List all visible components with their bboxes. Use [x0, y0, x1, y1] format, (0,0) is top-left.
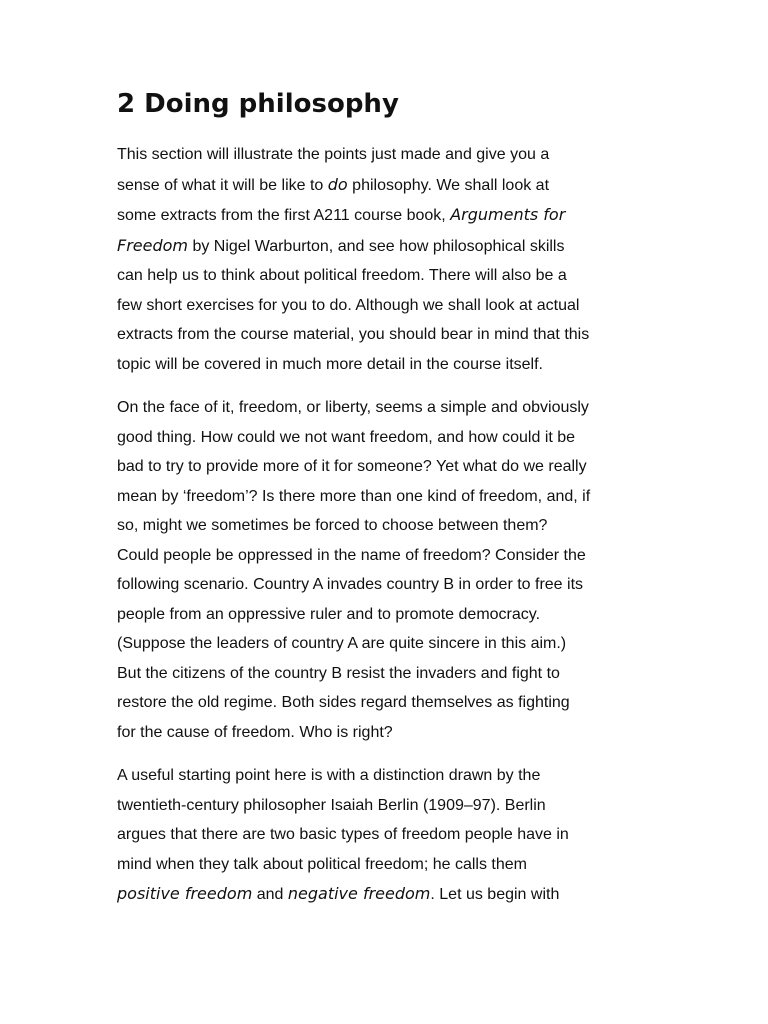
paragraph: [117, 140, 657, 379]
text-segment: (Suppose the leaders of country A are quite sincere in this aim.): [117, 635, 567, 652]
text-segment: A useful starting point here is with a distinction drawn by the: [117, 767, 541, 784]
paragraph: [117, 761, 657, 910]
text-segment: mean by ‘freedom’? Is there more than one kind of freedom, and, if: [117, 487, 591, 505]
text-line: [117, 570, 657, 600]
text-line: [117, 291, 657, 321]
text-line: [117, 541, 657, 571]
text-line: [117, 600, 657, 630]
document-page: [117, 84, 657, 924]
text-line: [117, 688, 657, 718]
text-line: [117, 350, 657, 380]
text-line: [117, 452, 657, 482]
text-segment: few short exercises for you to do. Although we shall look at actual: [117, 296, 580, 314]
text-segment: twentieth-century philosopher Isaiah Berlin (1909–97). Berlin: [117, 796, 546, 814]
text-line: [117, 200, 657, 231]
emphasized-text: do: [327, 174, 348, 194]
text-segment: for the cause of freedom. Who is right?: [117, 723, 393, 741]
text-line: [117, 170, 657, 201]
text-segment: so, might we sometimes be forced to choose between them?: [117, 517, 548, 534]
paragraph: [117, 393, 657, 747]
text-segment: people from an oppressive ruler and to promote democracy.: [117, 605, 541, 623]
text-segment: following scenario. Country A invades country B in order to free its: [117, 576, 584, 593]
text-line: [117, 820, 657, 850]
text-line: [117, 791, 657, 821]
text-segment: restore the old regime. Both sides regard themselves as fighting: [117, 694, 570, 711]
body-text: [117, 140, 657, 910]
emphasized-text: Arguments for: [450, 205, 566, 224]
text-line: [117, 140, 657, 170]
text-segment: But the citizens of the country B resist the invaders and fight to: [117, 664, 560, 682]
text-segment: mind when they talk about political freedom; he calls them: [117, 855, 527, 873]
text-line: [117, 659, 657, 689]
text-line: [117, 850, 657, 880]
text-segment: This section will illustrate the points just made and give you a: [117, 146, 550, 163]
text-segment: by Nigel Warburton, and see how philosophical skills: [188, 237, 565, 255]
text-line: [117, 320, 657, 350]
emphasized-text: Freedom: [117, 235, 188, 255]
text-segment: argues that there are two basic types of freedom people have in: [117, 826, 569, 843]
text-line: [117, 511, 657, 541]
text-line: [117, 261, 657, 291]
text-line: [117, 761, 657, 791]
text-line: [117, 423, 657, 453]
text-segment: Could people be oppressed in the name of freedom? Consider the: [117, 546, 586, 564]
text-segment: On the face of it, freedom, or liberty, seems a simple and obviously: [117, 399, 589, 416]
text-segment: sense of what it will be like to: [117, 176, 328, 194]
text-segment: extracts from the course material, you should bear in mind that this: [117, 326, 590, 343]
text-line: [117, 231, 657, 262]
emphasized-text: negative freedom: [287, 884, 431, 903]
section-title: 2 Doing philosophy: [117, 89, 399, 119]
text-line: [117, 879, 657, 910]
text-line: [117, 718, 657, 748]
text-segment: bad to try to provide more of it for someone? Yet what do we really: [117, 458, 587, 475]
text-line: [117, 629, 657, 659]
text-segment: . Let us begin with: [430, 886, 560, 903]
text-line: [117, 482, 657, 512]
emphasized-text: positive freedom: [117, 884, 253, 903]
text-segment: some extracts from the first A211 course book,: [117, 207, 451, 224]
text-segment: can help us to think about political freedom. There will also be a: [117, 267, 567, 284]
text-segment: topic will be covered in much more detail in the course itself.: [117, 355, 543, 373]
text-line: [117, 393, 657, 423]
text-segment: and: [252, 886, 288, 903]
text-segment: good thing. How could we not want freedom, and how could it be: [117, 428, 576, 446]
text-segment: philosophy. We shall look at: [347, 176, 550, 194]
